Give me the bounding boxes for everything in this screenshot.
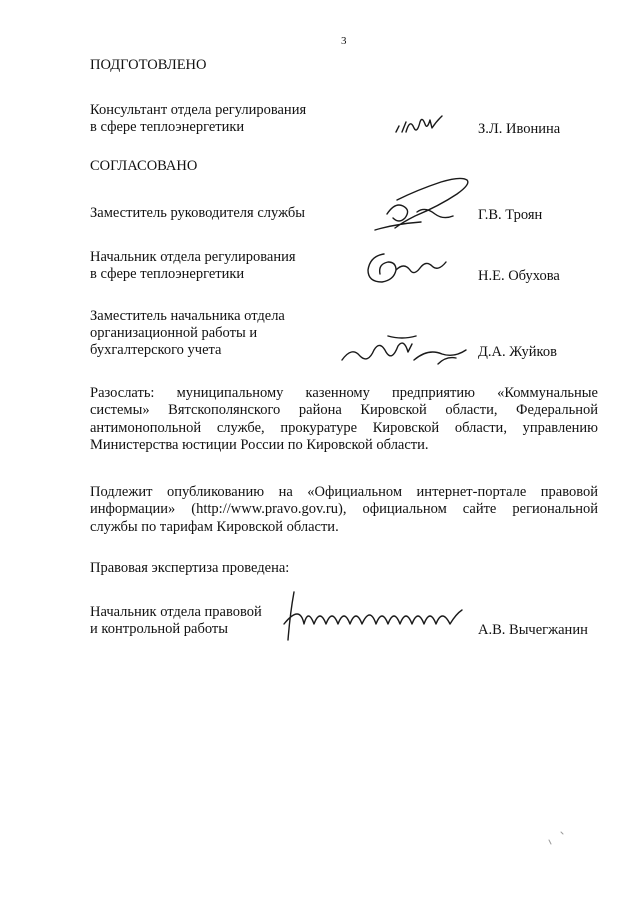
prepared-position-line-2: в сфере теплоэнергетики <box>90 119 245 135</box>
agreed-heading: СОГЛАСОВАНО <box>90 158 198 174</box>
distribution-paragraph <box>90 385 598 454</box>
legal-review-name: А.В. Вычегжанин <box>478 622 588 638</box>
signature-zhuykov <box>338 330 473 372</box>
scan-mark <box>545 828 585 848</box>
legal-review-statement: Правовая экспертиза проведена: <box>90 560 290 576</box>
prepared-position-line-1: Консультант отдела регулирования <box>90 102 307 118</box>
signer-2-position-line-1: Начальник отдела регулирования <box>90 249 296 265</box>
publication-paragraph <box>90 484 598 536</box>
distribution-line-3: антимонопольной службе, прокуратуре Кировской области, управлению <box>90 419 598 436</box>
signer-3-name: Д.А. Жуйков <box>478 344 557 360</box>
publication-line-2: информации» (http://www.pravo.gov.ru), официальном сайте региональной <box>90 501 598 518</box>
legal-review-position-line-2: и контрольной работы <box>90 621 228 637</box>
signer-2-name: Н.Е. Обухова <box>478 268 560 284</box>
signer-3-position-line-1: Заместитель начальника отдела <box>90 308 285 324</box>
signer-1-position: Заместитель руководителя службы <box>90 205 306 221</box>
signature-vychegzhanin <box>280 584 470 646</box>
signer-3-position-line-3: бухгалтерского учета <box>90 342 222 358</box>
signature-troyan <box>365 172 480 234</box>
signer-2-position-line-2: в сфере теплоэнергетики <box>90 266 245 282</box>
signer-1-name: Г.В. Троян <box>478 207 543 223</box>
signature-obukhova <box>360 240 460 290</box>
distribution-line-2: системы» Вятскополянского района Кировской области, Федеральной <box>90 402 598 419</box>
signer-3-position-line-2: организационной работы и <box>90 325 258 341</box>
legal-review-position-line-1: Начальник отдела правовой <box>90 604 262 620</box>
page-number: 3 <box>341 35 347 47</box>
distribution-line-1: Разослать: муниципальному казенному предприятию «Коммунальные <box>90 385 598 401</box>
prepared-name: З.Л. Ивонина <box>478 121 561 137</box>
distribution-line-4: Министерства юстиции России по Кировской области. <box>90 436 429 453</box>
publication-line-3: службы по тарифам Кировской области. <box>90 518 339 535</box>
publication-line-1: Подлежит опубликованию на «Официальном интернет-портале правовой <box>90 484 598 500</box>
prepared-heading: ПОДГОТОВЛЕНО <box>90 57 207 73</box>
signature-ivonina <box>392 108 462 138</box>
